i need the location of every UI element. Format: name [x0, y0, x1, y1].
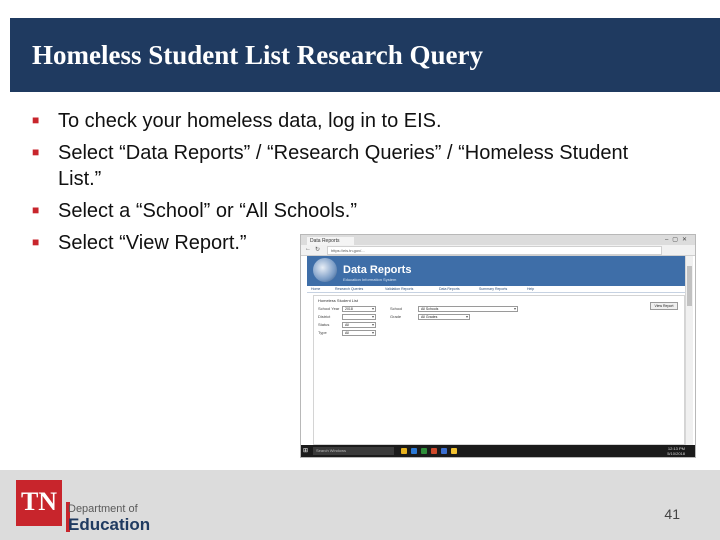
- bullet-text: To check your homeless data, log in to EIS.: [58, 110, 442, 132]
- menu-item[interactable]: Data Reports: [439, 287, 460, 291]
- square-bullet-icon: ■: [32, 235, 40, 249]
- tn-logo: [16, 480, 62, 526]
- status-select[interactable]: All ▾: [342, 322, 376, 328]
- refresh-icon[interactable]: ↻: [315, 247, 321, 253]
- taskbar-clock: [667, 446, 685, 456]
- field-label: School Year: [318, 306, 340, 311]
- bullet-text: Select a “School” or “All Schools.”: [58, 200, 358, 222]
- scrollbar[interactable]: [685, 256, 693, 446]
- app-subtitle: Education Information System: [343, 277, 397, 282]
- menu-item[interactable]: Home: [311, 287, 321, 291]
- square-bullet-icon: ■: [32, 145, 40, 159]
- edge-icon[interactable]: [411, 448, 417, 454]
- taskbar-search[interactable]: Search Windows: [313, 447, 394, 455]
- browser-address-bar: [301, 245, 695, 256]
- field-label: Type: [318, 330, 327, 335]
- report-heading: Homeless Student List: [318, 298, 359, 303]
- bullet-item: [30, 140, 670, 192]
- grade-select[interactable]: All Grades ▾: [418, 314, 470, 320]
- department-name: Education: [68, 515, 151, 534]
- field-label: District: [318, 314, 331, 319]
- report-form: [313, 295, 685, 445]
- page-number: 41: [664, 506, 680, 522]
- square-bullet-icon: ■: [32, 113, 40, 127]
- menu-item[interactable]: Validation Reports: [385, 287, 414, 291]
- type-select[interactable]: All ▾: [342, 330, 376, 336]
- app-title: Data Reports: [343, 264, 412, 276]
- window-controls-icon[interactable]: –▢✕: [664, 237, 691, 243]
- title-bar: [10, 18, 720, 92]
- menu-item[interactable]: Help: [527, 287, 535, 291]
- footer: [0, 470, 720, 540]
- field-label: Status: [318, 322, 330, 327]
- url-field[interactable]: https://eis.tn.gov/...: [327, 246, 662, 255]
- square-bullet-icon: ■: [32, 203, 40, 217]
- field-label: School: [390, 306, 403, 311]
- field-label: Grade: [390, 314, 402, 319]
- word-icon[interactable]: [441, 448, 447, 454]
- menu-item[interactable]: Research Queries: [335, 287, 364, 291]
- browser-tab-bar: [301, 235, 695, 245]
- bullet-text: Select “View Report.”: [58, 232, 247, 254]
- bullet-item: [30, 198, 670, 224]
- department-label: Department of: [68, 503, 138, 515]
- school-year-select[interactable]: 2018 ▾: [342, 306, 376, 312]
- scrollbar-thumb[interactable]: [687, 266, 692, 306]
- view-report-button[interactable]: View Report: [650, 302, 678, 310]
- tn-logo-text: TN: [20, 487, 58, 516]
- windows-taskbar: [301, 445, 695, 457]
- clock-date: 5/10/2018: [667, 451, 685, 456]
- bullet-text: Select “Data Reports” / “Research Queries” / “Homeless Student List.”: [58, 142, 629, 190]
- globe-logo-icon: [313, 258, 337, 282]
- browser-tab[interactable]: Data Reports: [307, 237, 354, 245]
- back-icon[interactable]: ←: [305, 246, 311, 252]
- bullet-item: [30, 108, 670, 134]
- menu-item[interactable]: Summary Reports: [479, 287, 508, 291]
- embedded-screenshot: [300, 234, 696, 458]
- slide-title: Homeless Student List Research Query: [32, 40, 483, 70]
- app-header: [307, 256, 685, 286]
- chrome-icon[interactable]: [451, 448, 457, 454]
- excel-icon[interactable]: [421, 448, 427, 454]
- app-menu-bar: [307, 286, 685, 293]
- district-select[interactable]: [342, 314, 376, 320]
- folder-icon[interactable]: [401, 448, 407, 454]
- outlook-icon[interactable]: [431, 448, 437, 454]
- clock-time: 12:13 PM: [667, 446, 685, 451]
- windows-start-icon[interactable]: ⊞: [303, 448, 309, 454]
- school-select[interactable]: All Schools ▾: [418, 306, 518, 312]
